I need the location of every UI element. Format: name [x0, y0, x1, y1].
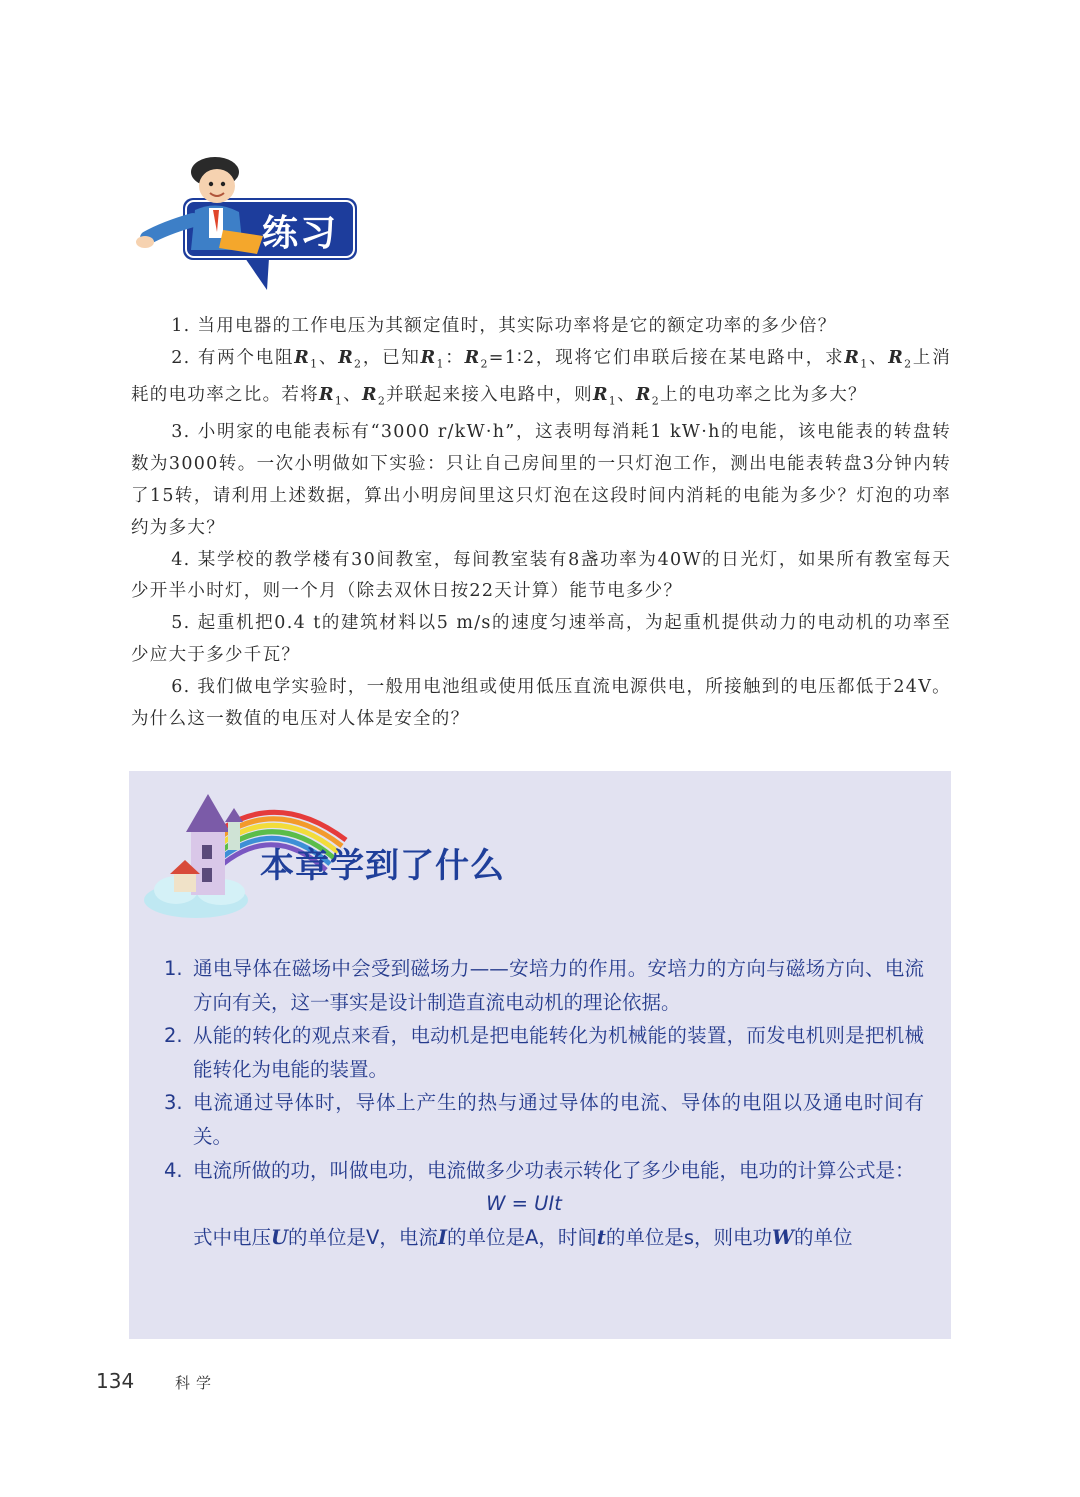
question-4: 4. 某学校的教学楼有30间教室，每间教室装有8盏功率为40W的日光灯，如果所有教室每天少开半小时灯，则一个月（除去双休日按22天计算）能节电多少？: [131, 549, 951, 602]
electric-work-formula: W = UIt: [486, 1192, 562, 1216]
question-2: 2. 有两个电阻$R_1$、$R_2$，已知$R_1$：$R_2=1∶2$，现将它们串联后接在某电路中，求$R_1$、$R_2$上消耗的电功率之比。若将$R_1$、$R_2$并联起来接入电路中，则$R_1$、$R_2$上的电功率之比为多大？: [131, 347, 951, 408]
unit-description: 式中电压U的单位是V，电流I的单位是A，时间t的单位是s，则电功W的单位: [193, 1225, 853, 1249]
question-3: 3. 小明家的电能表标有“3000 r/kW·h”，这表明每消耗1 kW·h的电能，该电能表的转盘转数为3000转。一次小明做如下实验：只让自己房间里的一只灯泡工作，测出电能表转盘3分钟内转了15转，请利用上述数据，算出小明房间里这只灯泡在这段时间内消耗的电能为多少？灯泡的功率约为多大？: [131, 422, 951, 538]
page-number: 134: [96, 1369, 135, 1393]
exercise-questions: [131, 311, 951, 735]
subject-label: 科学: [175, 1374, 218, 1392]
summary-title: 本章学到了什么: [260, 846, 505, 886]
question-5: 5. 起重机把0.4 t的建筑材料以5 m/s的速度匀速举高，为起重机提供动力的电动机的功率至少应大于多少千瓦？: [131, 613, 951, 665]
summary-item-2: 2. 从能的转化的观点来看，电动机是把电能转化为机械能的装置，而发电机则是把机械能转化为电能的装置。: [164, 1024, 924, 1081]
summary-list: [164, 952, 924, 1254]
summary-item-4: 4. 电流所做的功，叫做电功，电流做多少功表示转化了多少电能，电功的计算公式是：: [164, 1158, 915, 1182]
exercise-title: 练习: [262, 213, 339, 254]
question-1: 1. 当用电器的工作电压为其额定值时，其实际功率将是它的额定功率的多少倍？: [171, 316, 837, 336]
summary-item-3: 3. 电流通过导体时，导体上产生的热与通过导体的电流、导体的电阻以及通电时间有关。: [164, 1091, 924, 1148]
summary-item-1: 1. 通电导体在磁场中会受到磁场力——安培力的作用。安培力的方向与磁场方向、电流方向有关，这一事实是设计制造直流电动机的理论依据。: [164, 957, 924, 1014]
question-6: 6. 我们做电学实验时，一般用电池组或使用低压直流电源供电，所接触到的电压都低于24V。为什么这一数值的电压对人体是安全的？: [131, 676, 951, 729]
